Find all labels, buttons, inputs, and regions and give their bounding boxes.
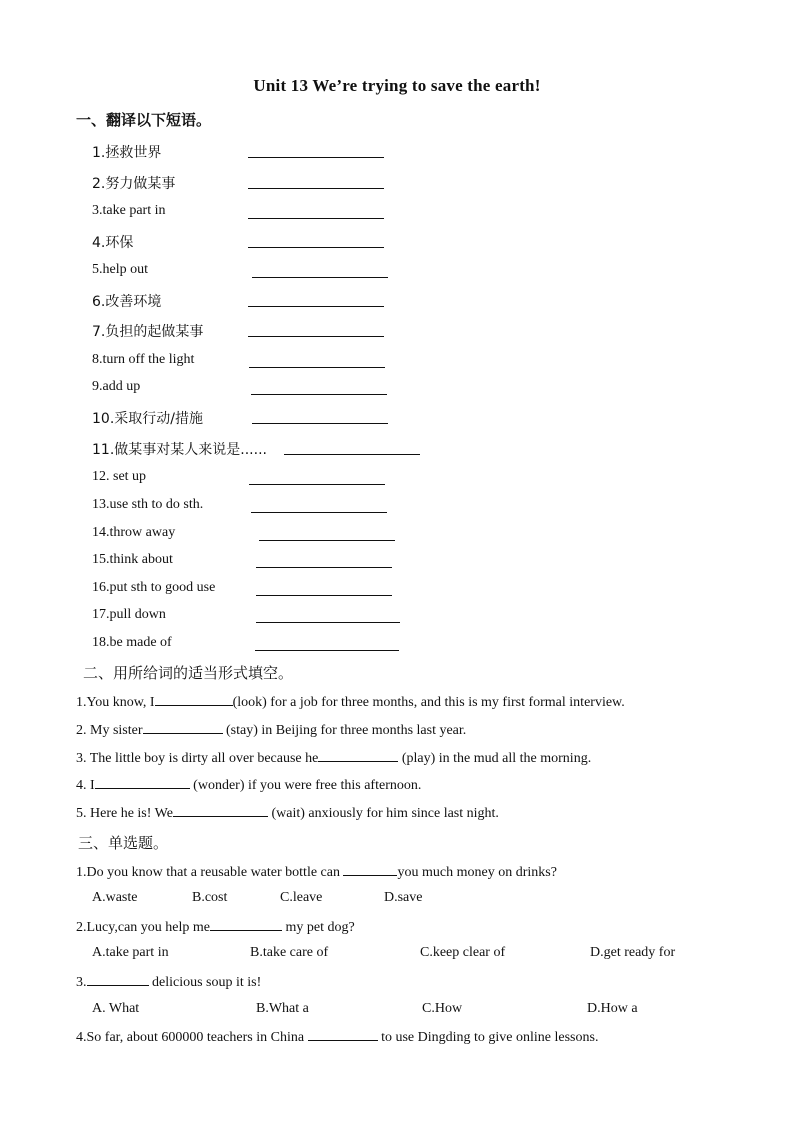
page-title: Unit 13 We’re trying to save the earth! (253, 76, 541, 95)
option-a[interactable]: A. What (92, 1001, 140, 1016)
option-b[interactable]: B.take care of (250, 945, 329, 960)
answer-blank[interactable] (256, 622, 400, 623)
answer-blank[interactable] (248, 188, 384, 189)
mc-question: 4.So far, about 600000 teachers in China to use Dingding to give online lessons. (76, 1030, 599, 1045)
answer-blank[interactable] (248, 336, 384, 337)
answer-blank[interactable] (210, 918, 282, 931)
answer-blank[interactable] (252, 423, 388, 424)
answer-blank[interactable] (95, 776, 190, 789)
option-c[interactable]: C.How (422, 1001, 463, 1016)
option-d[interactable]: D.get ready for (590, 945, 676, 960)
fill-sentence: 3. The little boy is dirty all over because he (play) in the mud all the morning. (76, 751, 592, 766)
answer-blank[interactable] (87, 973, 149, 986)
answer-blank[interactable] (284, 454, 420, 455)
option-b[interactable]: B.cost (192, 890, 228, 905)
section-2-heading: 二、用所给词的适当形式填空。 (83, 664, 294, 682)
mc-question: 1.Do you know that a reusable water bottle can you much money on drinks? (76, 865, 557, 880)
fill-sentence: 5. Here he is! We (wait) anxiously for him since last night. (76, 806, 499, 821)
answer-blank[interactable] (248, 247, 384, 248)
answer-blank[interactable] (155, 693, 233, 706)
answer-blank[interactable] (248, 157, 384, 158)
fill-sentence: 2. My sister (stay) in Beijing for three months last year. (76, 723, 467, 738)
answer-blank[interactable] (249, 484, 385, 485)
answer-blank[interactable] (318, 749, 398, 762)
answer-blank[interactable] (343, 863, 397, 876)
option-d[interactable]: D.How a (587, 1001, 638, 1016)
answer-blank[interactable] (255, 650, 399, 651)
option-a[interactable]: A.waste (92, 890, 138, 905)
fill-sentence: 4. I (wonder) if you were free this afternoon. (76, 778, 422, 793)
section-3-heading: 三、单选题。 (78, 834, 169, 852)
option-d[interactable]: D.save (384, 890, 423, 905)
mc-question: 2.Lucy,can you help me my pet dog? (76, 920, 355, 935)
answer-blank[interactable] (248, 306, 384, 307)
option-b[interactable]: B.What a (256, 1001, 309, 1016)
fill-sentence: 1.You know, I (look) for a job for three months, and this is my first formal interview. (76, 695, 625, 710)
answer-blank[interactable] (308, 1028, 378, 1041)
answer-blank[interactable] (248, 218, 384, 219)
answer-blank[interactable] (143, 721, 223, 734)
answer-blank[interactable] (252, 277, 388, 278)
answer-blank[interactable] (256, 567, 392, 568)
section-1-heading: 一、翻译以下短语。 (76, 111, 212, 129)
mc-question: 3. delicious soup it is! (76, 975, 262, 990)
answer-blank[interactable] (173, 804, 268, 817)
answer-blank[interactable] (249, 367, 385, 368)
answer-blank[interactable] (251, 394, 387, 395)
option-c[interactable]: C.keep clear of (420, 945, 506, 960)
answer-blank[interactable] (251, 512, 387, 513)
option-c[interactable]: C.leave (280, 890, 323, 905)
mc-options (92, 1001, 712, 1019)
option-a[interactable]: A.take part in (92, 945, 169, 960)
answer-blank[interactable] (259, 540, 395, 541)
mc-options (92, 945, 712, 963)
worksheet-page: Unit 13 We’re trying to save the earth! 一、翻译以下短语。 1.拯救世界 2.努力做某事 3.take part in 4.环保 5.help out 6.改善环境 7.负担的起做某事 8.turn off the light 9.add up 10.采取行动/措施 11.做某事对某人来说是...... 12. set up 13.use sth to do sth. 14.throw away 15.think about 16.put sth to good use 17.pull down 18.be made of 二、用所给词的适当形式填空。 1.You know, I (look) for a job for three months, and this is my first formal interview. 2. My sister (stay) in Beijing for three months last year. 3. The little boy is dirty all over because he (play) in the mud all the morning. 4. I (wonder) if you were free this afternoon. 5. Here he is! We (wait) anxiously for him since last night. 三、单选题。 1.Do you know that a reusable water bottle can you much money on drinks? A.waste B.cost C.leave D.save 2.Lucy,can you help me my pet dog? A.take part in B.take care of C.keep clear of D.get ready for 3. delicious soup it is! A. What B.What a C.How D.How a 4.So far, about 600000 teachers in China to use Dingding to give online lessons. (0, 0, 794, 1123)
mc-options (92, 890, 712, 908)
answer-blank[interactable] (256, 595, 392, 596)
